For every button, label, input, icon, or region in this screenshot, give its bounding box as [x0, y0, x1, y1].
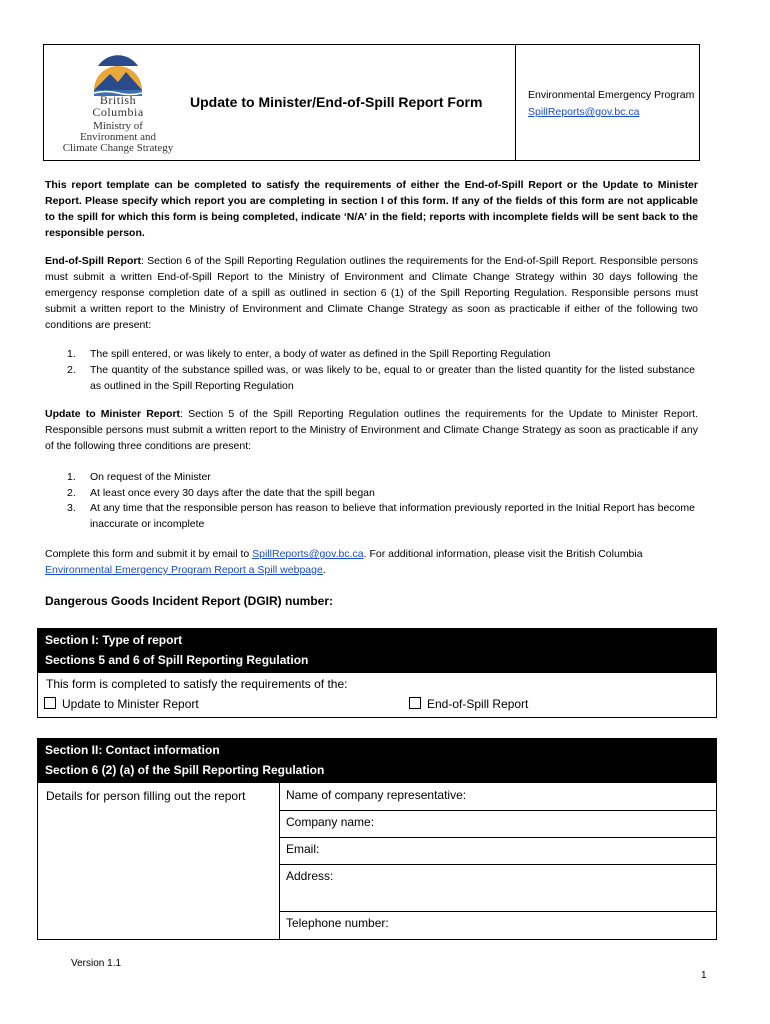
section1-subtitle: Sections 5 and 6 of Spill Reporting Regulation	[45, 653, 309, 667]
program-name: Environmental Emergency Program	[528, 89, 695, 101]
bc-ministry-logo	[58, 50, 178, 155]
logo-text-ministry: Ministry of	[93, 120, 143, 132]
intro-paragraph: This report template can be completed to satisfy the requirements of either the End-of-Spill Report or the Update to Minister Report. Please specify which report you are completing in section I of this form. If any of the fields of this form are not applicable to the spill for which this form is being completed, indicate ‘N/A’ in the field; reports with incomplete fields will be sent back to the responsible person.	[45, 179, 698, 239]
field-label: Telephone number:	[286, 916, 389, 930]
update-minister-checkbox[interactable]	[44, 697, 56, 709]
section1-title: Section I: Type of report	[45, 633, 183, 647]
section1-prompt: This form is completed to satisfy the requirements of the:	[46, 677, 348, 691]
update-minister-option-label: Update to Minister Report	[62, 697, 199, 711]
end-of-spill-body: : Section 6 of the Spill Reporting Regulation outlines the requirements for the End-of-Spill Report. Responsible persons must submit a written End-of-Spill Report to the Ministry of Environment and Climate Change Strategy within 30 days following the emergency response completion date of a spill as outlined in section 6 (1) of the Spill Reporting Regulation. Responsible persons must submit a written report to the Ministry of Environment and Climate Change Strategy as soon as practicable if either of the following two conditions are present:	[45, 255, 698, 331]
update-minister-option[interactable]	[44, 697, 199, 711]
end-of-spill-option[interactable]	[409, 697, 528, 711]
list-item	[0, 470, 770, 486]
section2-title: Section II: Contact information	[45, 743, 220, 757]
end-of-spill-paragraph	[45, 253, 698, 333]
section2-header	[37, 738, 717, 782]
section1-header	[37, 628, 717, 672]
submit-middle: . For additional information, please visit the British Columbia	[363, 548, 643, 560]
list-number: 2.	[67, 364, 76, 376]
end-of-spill-option-label: End-of-Spill Report	[427, 697, 529, 711]
logo-text-british: British	[99, 93, 137, 107]
version-label: Version 1.1	[71, 958, 122, 969]
field-label: Name of company representative:	[286, 788, 467, 802]
submit-prefix: Complete this form and submit it by email to	[45, 548, 253, 560]
section1-body	[37, 672, 717, 718]
update-minister-body: : Section 5 of the Spill Reporting Regulation outlines the requirements for the Update to Minister Report. Responsible persons must submit a written report to the Ministry of Environment and Climate Change Strategy as soon as practicable if any of the following three conditions are present:	[45, 408, 698, 452]
bc-sun-mountain-icon	[58, 50, 178, 98]
end-of-spill-list	[0, 347, 770, 394]
update-minister-heading: Update to Minister Report	[45, 408, 181, 420]
list-number: 1.	[67, 348, 76, 360]
end-of-spill-heading: End-of-Spill Report	[45, 255, 141, 267]
telephone-field[interactable]	[280, 911, 716, 939]
company-name-field[interactable]	[280, 810, 716, 838]
list-item	[0, 347, 770, 363]
address-field[interactable]	[280, 864, 716, 912]
logo-text-environment: Environment and	[79, 131, 157, 143]
section2-subtitle: Section 6 (2) (a) of the Spill Reporting Regulation	[45, 763, 325, 777]
list-item	[0, 501, 770, 532]
list-item	[0, 363, 770, 394]
report-spill-webpage-link[interactable]: Environmental Emergency Program Report a Spill webpage	[45, 564, 323, 576]
company-representative-field[interactable]	[280, 783, 716, 811]
page-number: 1	[701, 970, 707, 981]
field-label: Email:	[286, 842, 320, 856]
list-text: The spill entered, or was likely to enter, a body of water as defined in the Spill Reporting Regulation	[90, 348, 551, 360]
submit-suffix: .	[322, 564, 326, 576]
list-number: 3.	[67, 502, 76, 514]
dgir-number-label: Dangerous Goods Incident Report (DGIR) number:	[45, 594, 334, 608]
list-text: At any time that the responsible person has reason to believe that information previously reported in the Initial Report has become inaccurate or incomplete	[90, 502, 695, 530]
email-field[interactable]	[280, 837, 716, 865]
program-email-link[interactable]: SpillReports@gov.bc.ca	[528, 106, 640, 118]
list-text: The quantity of the substance spilled was, or was likely to be, equal to or greater than the listed quantity for the listed substance as outlined in the Spill Reporting Regulation	[90, 364, 695, 392]
submit-paragraph	[45, 546, 698, 578]
update-minister-paragraph	[45, 406, 698, 454]
header-divider	[515, 44, 516, 161]
end-of-spill-checkbox[interactable]	[409, 697, 421, 709]
section2-table	[37, 782, 717, 940]
form-title: Update to Minister/End-of-Spill Report Form	[190, 94, 483, 110]
list-text: At least once every 30 days after the date that the spill began	[90, 487, 375, 499]
field-label: Company name:	[286, 815, 375, 829]
list-item	[0, 486, 770, 501]
list-text: On request of the Minister	[90, 471, 211, 483]
list-number: 2.	[67, 487, 76, 499]
logo-text-columbia: Columbia	[92, 105, 144, 119]
field-label: Address:	[286, 869, 334, 883]
list-number: 1.	[67, 471, 76, 483]
logo-text-climate: Climate Change Strategy	[62, 142, 174, 154]
update-minister-list	[0, 470, 770, 532]
person-details-label: Details for person filling out the report	[46, 789, 246, 803]
submit-email-link[interactable]: SpillReports@gov.bc.ca	[252, 548, 364, 560]
